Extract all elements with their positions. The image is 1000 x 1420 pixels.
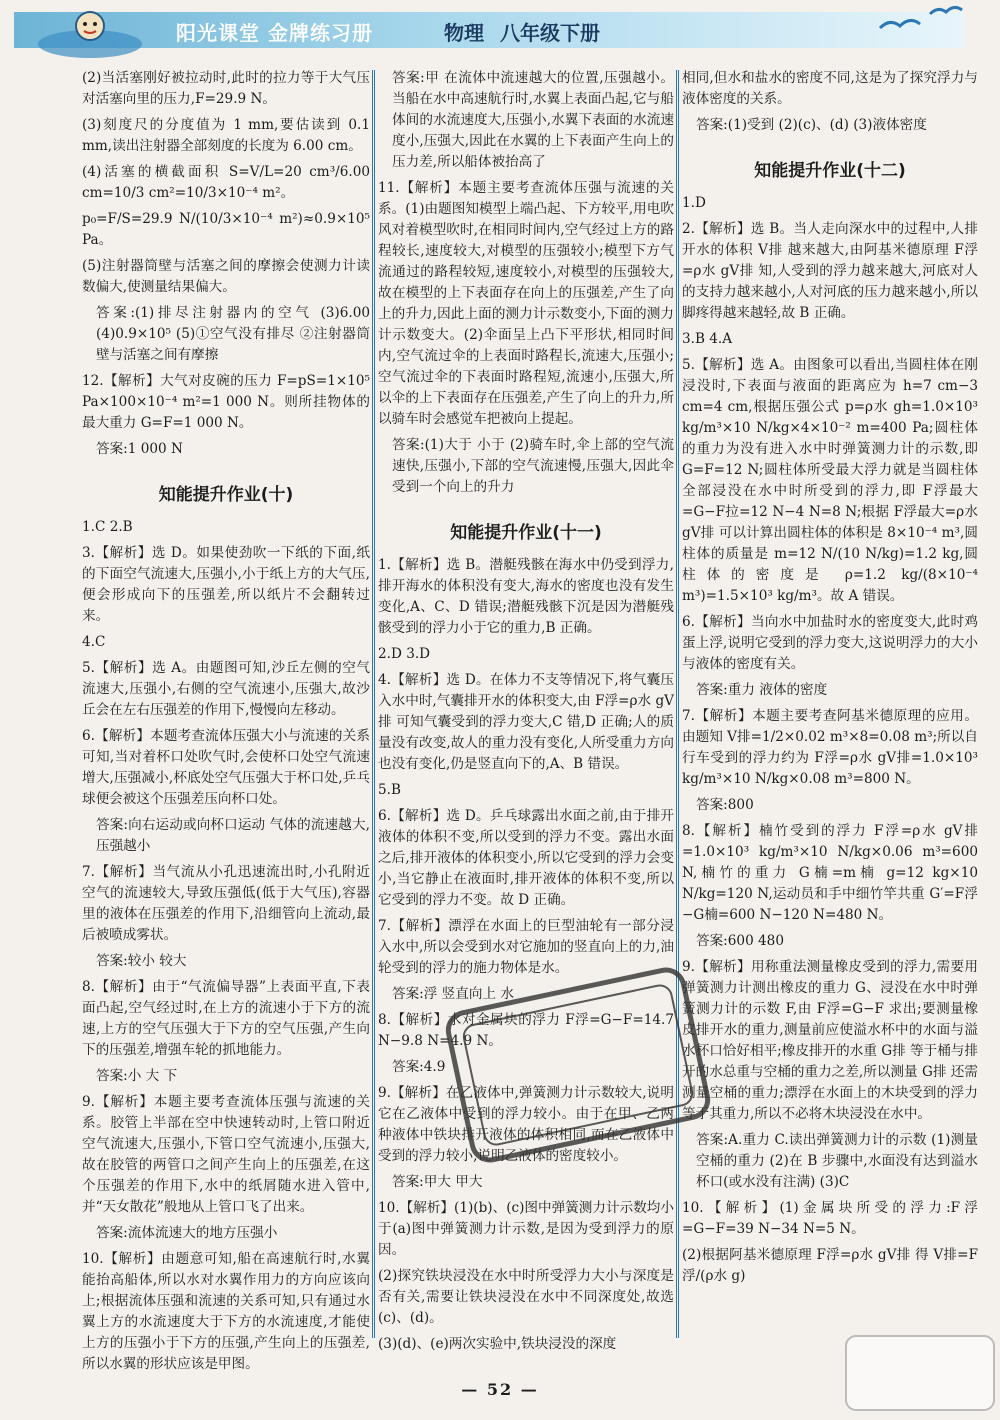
solution-paragraph: 5.【解析】选 A。由题图可知,沙丘左侧的空气流速大,压强小,右侧的空气流速小,压强大,故沙丘会在左右压强差的作用下,慢慢向左移动。 — [82, 660, 370, 718]
solution-paragraph: (3)(d)、(e)两次实验中,铁块浸没的深度 — [378, 1336, 617, 1352]
solution-paragraph: (5)注射器筒壁与活塞之间的摩擦会使测力计读数偏大,使测量结果偏大。 — [82, 258, 370, 295]
solution-paragraph: 4.C — [82, 634, 106, 650]
answer-text: 答案:1 000 N — [96, 441, 183, 457]
solution-paragraph: 6.【解析】选 D。乒乓球露出水面之前,由于排开液体的体积不变,所以受到的浮力不变。露出水面之后,排开液体的体积变小,所以它受到的浮力会变小,当它静止在液面时,排开液体的体积不变,所以它受到的浮力不变。故 D 正确。 — [378, 808, 674, 908]
answer-text: 答案:小 大 下 — [96, 1068, 178, 1084]
solution-paragraph: 12.【解析】大气对皮碗的压力 F=pS=1×10⁵ Pa×100×10⁻⁴ m²=1 000 N。则所挂物体的最大重力 G=F=1 000 N。 — [82, 373, 370, 431]
answer-text: 答案:(1)受到 (2)(c)、(d) (3)液体密度 — [696, 117, 927, 133]
answer-text: 答案:800 — [696, 797, 754, 813]
solution-paragraph: 9.【解析】在乙液体中,弹簧测力计示数较大,说明它在乙液体中受到的浮力较小。由于在甲、乙两种液体中铁块排开液体的体积相同,而在乙液体中受到的浮力较小,说明乙液体的密度较小。 — [378, 1085, 674, 1164]
solution-paragraph: 1.C 2.B — [82, 519, 133, 535]
solution-paragraph: 8.【解析】水对金属块的浮力 F浮=G−F=14.7 N−9.8 N=4.9 N。 — [378, 1012, 674, 1049]
column-divider-1 — [372, 70, 375, 1338]
solution-paragraph: 2.D 3.D — [378, 646, 431, 662]
birds-icon — [870, 0, 980, 40]
column-1 — [82, 68, 370, 1372]
solution-paragraph: 10.【解析】由题意可知,船在高速航行时,水翼能抬高船体,所以水对水翼作用力的方向应该向上;根据流体压强和流速的关系可知,只有通过水翼上方的水流速度大于下方的水流速度,才能使上方的压强小于下方的压强,产生向上的压强差,所以水翼的形状应该是甲图。 — [82, 1251, 370, 1372]
solution-paragraph: 6.【解析】本题考查流体压强大小与流速的关系可知,当对着杯口处吹气时,会使杯口处空气流速增大,压强减小,杯底处空气压强大于杯口处,乒乓球便会被这个压强差压向杯口处。 — [82, 728, 370, 807]
solution-paragraph: (2)探究铁块浸没在水中时所受浮力大小与深度是否有关,需要让铁块浸没在水中不同深度处,故选(c)、(d)。 — [378, 1268, 674, 1326]
answer-text: 答案:4.9 — [392, 1059, 446, 1075]
answer-text: 答案:甲大 甲大 — [392, 1174, 483, 1190]
solution-paragraph: 5.B — [378, 782, 401, 798]
header-banner — [14, 12, 964, 48]
solution-paragraph: 相同,但水和盐水的密度不同,这是为了探究浮力与液体密度的关系。 — [682, 70, 978, 107]
solution-paragraph: p₀=F/S=29.9 N/(10/3×10⁻⁴ m²)≈0.9×10⁵ Pa。 — [82, 211, 370, 248]
library-stamp — [428, 960, 728, 1170]
answer-text: 答案:浮 竖直向上 水 — [392, 986, 514, 1002]
section-heading: 知能提升作业(十) — [158, 485, 294, 505]
solution-paragraph: 7.【解析】漂浮在水面上的巨型油轮有一部分浸入水中,所以会受到水对它施加的竖直向上的力,油轮受到的浮力的施力物体是水。 — [378, 918, 674, 976]
solution-paragraph: 9.【解析】本题主要考查流体压强与流速的关系。胶管上半部在空中快速转动时,上管口附近空气流速大,压强小,下管口空气流速小,压强大,故在胶管的两管口之间产生向上的压强差,在这个压强差的作用下,水中的纸屑随水进入管中,并“天女散花”般地从上管口飞了出来。 — [82, 1094, 370, 1215]
answer-text: 答案:(1)大于 小于 (2)骑车时,伞上部的空气流速快,压强小,下部的空气流速慢,压强大,因此伞受到一个向上的升力 — [392, 437, 674, 495]
grade-label: 八年级下册 — [500, 21, 600, 45]
solution-paragraph: 11.【解析】本题主要考查流体压强与流速的关系。(1)由题图知模型上端凸起、下方较平,用电吹风对着模型吹时,在相同时间内,空气经过上方的路程较长,速度较大,对模型的压强较小;模型下方气流通过的路程较短,速度较小,对模型的压强较大,故在模型的上下表面存在向上的压强差,产生了向上的升力,因此上面的测力计示数变小,下面的测力计示数变大。(2)伞面呈上凸下平形状,相同时间内,空气流过伞的上表面时路程长,流速大,压强小;空气流过伞的下表面时路程短,流速小,压强大,所以伞的上下表面存在压强差,产生了向上的升力,所以骑车时会感觉车把被向上提起。 — [378, 180, 674, 427]
answer-text: 答案:流体流速大的地方压强小 — [96, 1225, 278, 1241]
answer-text: 答案:向右运动或向杯口运动 气体的流速越大,压强越小 — [96, 817, 370, 854]
solution-paragraph: 9.【解析】用称重法测量橡皮受到的浮力,需要用弹簧测力计测出橡皮的重力 G、浸没在水中时弹簧测力计的示数 F,由 F浮=G−F 求出;要测量橡皮排开水的重力,测量前应使溢水杯中的水面与溢水杯口恰好相平;橡皮排开的水重 G排 等于桶与排开的水总重与空桶的重力之差,所以测量 G排 还需测量空桶的重力;漂浮在水面上的木块受到的浮力等于其重力,所以不必将木块浸没在水中。 — [682, 959, 978, 1122]
answer-text: 答案:600 480 — [696, 933, 784, 949]
solution-paragraph: 3.【解析】选 D。如果使劲吹一下纸的下面,纸的下面空气流速大,压强小,小于纸上方的大气压,便会形成向下的压强差,所以纸片不会翻转过来。 — [82, 545, 370, 624]
answer-text: 答案:甲 在流体中流速越大的位置,压强越小。当船在水中高速航行时,水翼上表面凸起,它与船体间的水流速度大,压强小,水翼下表面的水流速度小,压强大,因此在水翼的上下表面产生向上的压力差,所以船体被抬高了 — [392, 70, 674, 170]
solution-paragraph: (4)活塞的横截面积 S=V/L=20 cm³/6.00 cm=10/3 cm²=10/3×10⁻⁴ m²。 — [82, 164, 370, 201]
section-heading: 知能提升作业(十二) — [754, 161, 906, 181]
page-number: — 52 — — [461, 1380, 539, 1399]
cartoon-logo-icon — [30, 4, 150, 60]
solution-paragraph: 2.【解析】选 B。当人走向深水中的过程中,人排开水的体积 V排 越来越大,由阿基米德原理 F浮=ρ水 gV排 知,人受到的浮力越来越大,河底对人的支持力越来越小,人对河底的压力越来越小,所以脚疼得越来越轻,故 B 正确。 — [682, 221, 978, 321]
subject-label: 物理 — [444, 21, 484, 45]
solution-paragraph: (2)根据阿基米德原理 F浮=ρ水 gV排 得 V排=F浮/(ρ水 g) — [682, 1247, 978, 1284]
solution-paragraph: (2)当活塞刚好被拉动时,此时的拉力等于大气压对活塞向里的压力,F=29.9 N。 — [82, 70, 370, 107]
solution-paragraph: 6.【解析】当向水中加盐时水的密度变大,此时鸡蛋上浮,说明它受到的浮力变大,这说明浮力的大小与液体的密度有关。 — [682, 614, 978, 672]
solution-paragraph: (3)刻度尺的分度值为 1 mm,要估读到 0.1 mm,读出注射器全部刻度的长度为 6.00 cm。 — [82, 117, 370, 154]
answer-text: 答案:(1)排尽注射器内的空气 (3)6.00 (4)0.9×10⁵ (5)①空气没有排尽 ②注射器筒壁与活塞之间有摩擦 — [96, 305, 370, 363]
solution-paragraph: 4.【解析】选 D。在体力不支等情况下,将气囊压入水中时,气囊排开水的体积变大,由 F浮=ρ水 gV排 可知气囊受到的浮力变大,C 错,D 正确;人的质量没有改变,故人的重力没有变化,人所受重力方向也没有变化,仍是竖直向下的,A、B 错误。 — [378, 672, 674, 772]
solution-paragraph: 10.【解析】(1)金属块所受的浮力:F浮=G−F=39 N−34 N=5 N。 — [682, 1200, 978, 1237]
section-heading: 知能提升作业(十一) — [450, 523, 602, 543]
series-title: 阳光课堂 金牌练习册 — [176, 21, 373, 45]
solution-paragraph: 5.【解析】选 A。由图象可以看出,当圆柱体在刚浸没时,下表面与液面的距离应为 h=7 cm−3 cm=4 cm,根据压强公式 p=ρ水 gh=1.0×10³ kg/m³×10 N/kg×4×10⁻² m=400 Pa;圆柱体的重力为没有进入水中时弹簧测力计的示数,即 G=F=12 N;圆柱体所受最大浮力就是当圆柱体全部浸没在水中时所受到的浮力,即 F浮最大=G−F拉=12 N−4 N=8 N;根据 F浮最大=ρ水 gV排 可以计算出圆柱体的体积是 8×10⁻⁴ m³,圆柱体的质量是 m=12 N/(10 N/kg)=1.2 kg,圆柱体的密度是 ρ=1.2 kg/(8×10⁻⁴ m³)=1.5×10³ kg/m³。故 A 错误。 — [682, 357, 978, 604]
answer-text: 答案:A.重力 C.读出弹簧测力计的示数 (1)测量空桶的重力 (2)在 B 步骤中,水面没有达到溢水杯口(或水没有注满) (3)C — [696, 1132, 978, 1190]
answer-text: 答案:较小 较大 — [96, 953, 187, 969]
page-header — [0, 0, 1000, 62]
solution-paragraph: 7.【解析】当气流从小孔迅速流出时,小孔附近空气的流速较大,导致压强低(低于大气压),容器里的液体在压强差的作用下,沿细管向上流动,最后被喷成雾状。 — [82, 864, 370, 943]
solution-paragraph: 3.B 4.A — [682, 331, 733, 347]
solution-paragraph: 8.【解析】由于“气流偏导器”上表面平直,下表面凸起,空气经过时,在上方的流速小于下方的流速,上方的空气压强大于下方的空气压强,产生向下的压强差,增强车轮的抓地能力。 — [82, 979, 370, 1058]
answer-text: 答案:重力 液体的密度 — [696, 682, 828, 698]
solution-paragraph: 8.【解析】楠竹受到的浮力 F浮=ρ水 gV排=1.0×10³ kg/m³×10 N/kg×0.06 m³=600 N,楠竹的重力 G楠=m楠 g=12 kg×10 N/kg=120 N,运动员和手中细竹竿共重 G′=F浮−G楠=600 N−120 N=480 N。 — [682, 823, 978, 923]
solution-paragraph: 1.D — [682, 195, 706, 211]
solution-paragraph: 1.【解析】选 B。潜艇残骸在海水中仍受到浮力,排开海水的体积没有变大,海水的密度也没有发生变化,A、C、D 错误;潜艇残骸下沉是因为潜艇残骸受到的浮力小于它的重力,B 正确。 — [378, 557, 674, 636]
site-watermark — [840, 1330, 1000, 1416]
solution-paragraph: 7.【解析】本题主要考查阿基米德原理的应用。由题知 V排=1/2×0.02 m³×8=0.08 m³;所以自行车受到的浮力约为 F浮=ρ水 gV排=1.0×10³ kg/m³×10 N/kg×0.08 m³=800 N。 — [682, 708, 978, 787]
solution-paragraph: 10.【解析】(1)(b)、(c)图中弹簧测力计示数均小于(a)图中弹簧测力计示数,是因为受到浮力的原因。 — [378, 1200, 674, 1258]
